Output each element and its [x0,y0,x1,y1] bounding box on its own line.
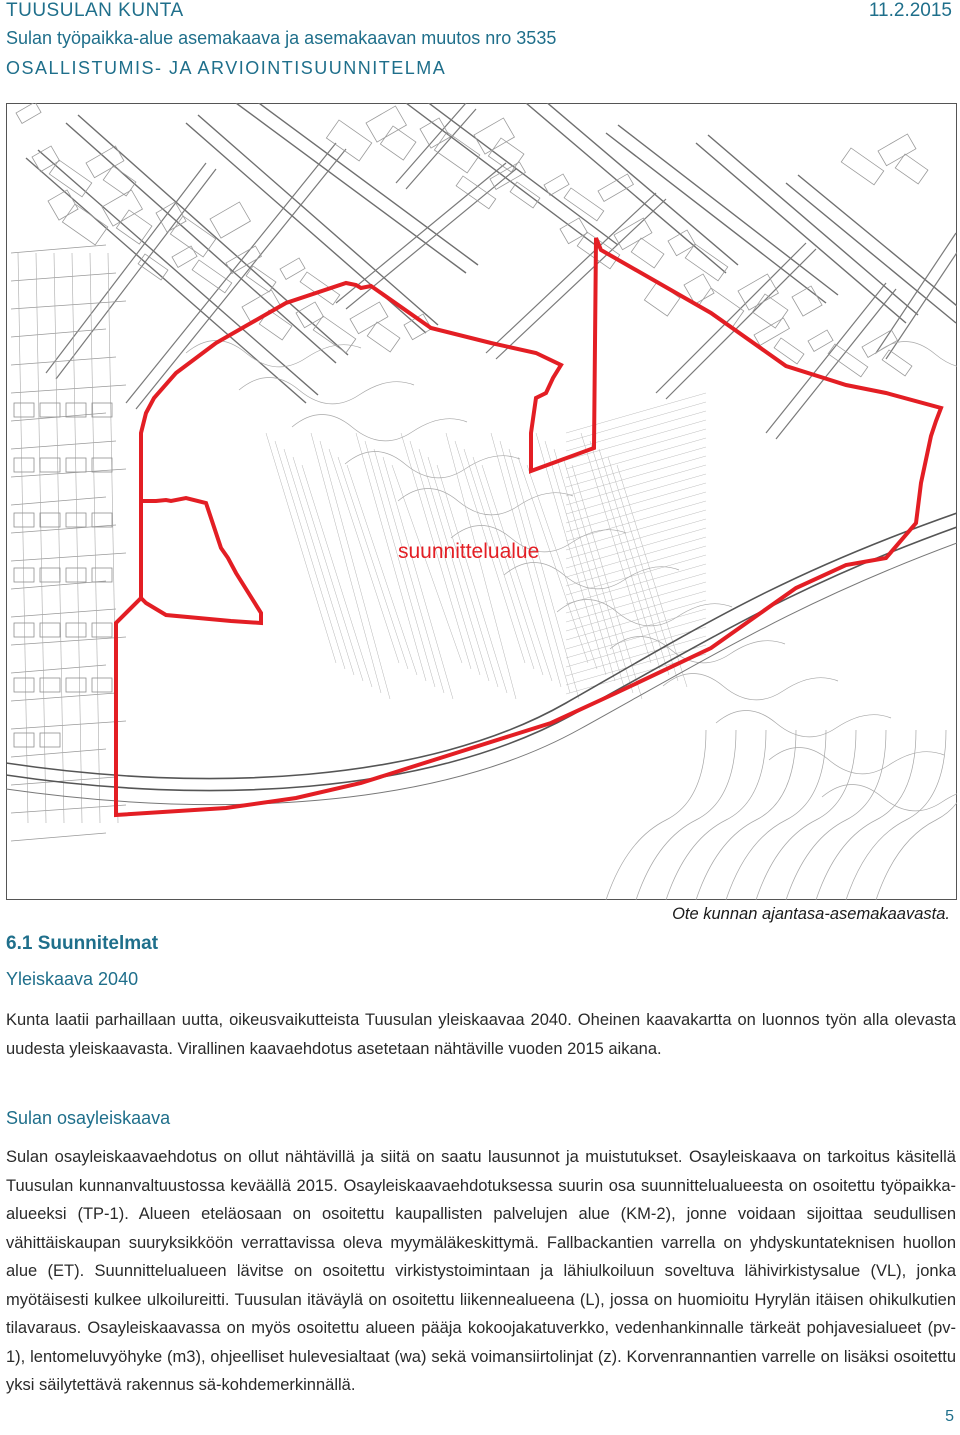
section-title: 6.1 Suunnitelmat [6,933,159,954]
document-subtitle: Sulan työpaikka-alue asemakaava ja asemakaavan muutos nro 3535 [6,28,557,48]
subsection-title-osayleiskaava: Sulan osayleiskaava [6,1108,171,1128]
planning-area-label: suunnittelualue [398,540,540,563]
zoning-map-drawing [6,103,957,900]
map-caption: Ote kunnan ajantasa-asemakaavasta. [672,905,950,923]
document-date: 11.2.2015 [868,0,952,21]
subsection-title-yleiskaava: Yleiskaava 2040 [6,969,139,989]
organization-name: TUUSULAN KUNTA [6,0,184,21]
paragraph-osayleiskaava: Sulan osayleiskaavaehdotus on ollut nähtävillä ja siitä on saatu lausunnot ja muistutukset. Osayleiskaava on tarkoitus käsitellä Tuusulan kunnanvaltuustossa keväällä 2015. Osayleiskaavaehdotuksessa suurin osa suunnittelualueesta on osoitettu työpaikka-alueeksi (TP-1). Alueen eteläosaan on osoitettu kaupallisten palvelujen alue (KM-2), jonne voidaan sijoittaa seudullisen vähittäiskaupan suuryksikköön verrattavissa oleva myymäläkeskittymä. Fallbackantien varrella on yhdyskuntateknisen huollon alue (ET). Suunnittelualueen lävitse on osoitettu virkistystoimintaan ja lähiulkoiluun soveltuva lähivirkistysalue (VL), jonka myötäisesti kulkee ulkoilureitti. Tuusulan itäväylä on osoitettu liikennealueena (L), jossa on huomioitu Hyrylän itäisen ohikulkutien tilavaraus. Osayleiskaavassa on myös osoitettu alueen pääja kokoojakatuverkko, vedenhankinnalle tärkeät pohjavesialueet (pv-1), lentomeluvyöhyke (m3), ohjeelliset hulevesialtaat (wa) sekä voimansiirtolinjat (z). Korvenrannantien varrelle on lisäksi osoitettu yksi säilytettävä rakennus sä-kohdemerkinnällä. [6,1148,956,1394]
paragraph-yleiskaava: Kunta laatii parhaillaan uutta, oikeusvaikutteista Tuusulan yleiskaavaa 2040. Oheinen kaavakartta on luonnos työn alla olevasta uudesta yleiskaavasta. Virallinen kaavaehdotus asetetaan nähtäville vuoden 2015 aikana. [6,1011,956,1058]
document-type: OSALLISTUMIS- JA ARVIOINTISUUNNITELMA [6,58,447,78]
page-number: 5 [945,1408,954,1425]
zoning-map [6,103,957,900]
